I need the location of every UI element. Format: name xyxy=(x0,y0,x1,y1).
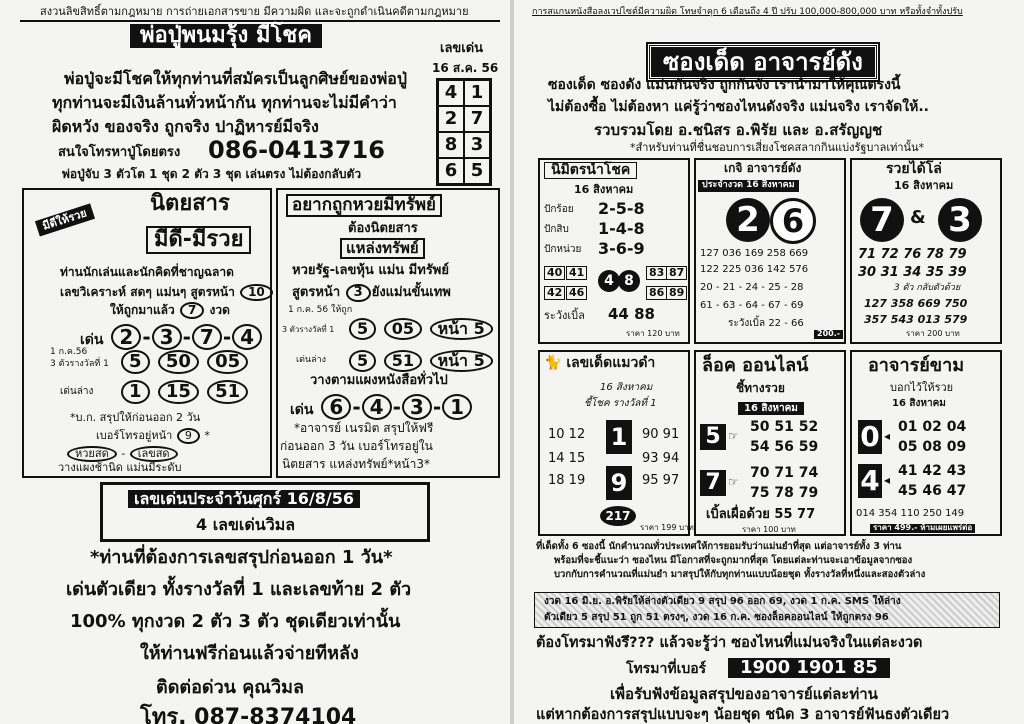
num-line: 71 72 76 78 79 xyxy=(858,247,967,262)
card-title: รวยได้โล่ xyxy=(886,161,942,177)
bullet-icon: ◂ xyxy=(884,473,891,487)
grid-cell: 4 xyxy=(438,80,464,106)
row-label: ระวังเบิ้ล xyxy=(544,309,585,322)
note: *บ.ก. สรุปให้ก่อนออก 2 วัน xyxy=(70,411,201,424)
pointing-hand-icon: ☞ xyxy=(728,429,739,443)
grid-cell: 7 xyxy=(464,106,490,132)
history-line: ตัวเดียว 5 สรุป 51 ถูก 51 ตรงๆ, งวด 16 ก.ค. ซองล็อคออนไลน์ ให้ถูกตรง 96 xyxy=(544,612,889,623)
paragraph-line: บวกกับการคำนวณที่แม่นยำ มาสรุปให้กับทุกท่านแบบน้อยชุด ทั้งรางวัลที่หนึ่งและสองตัวล่าง xyxy=(554,569,926,580)
big-number: 4 xyxy=(858,464,882,498)
magazine-name: นิตยสาร xyxy=(150,191,230,216)
grid-cell: 5 xyxy=(464,158,490,184)
note: *อาจารย์ เนรมิต สรุปให้ฟรี xyxy=(294,421,434,435)
number-ball: 7 xyxy=(860,198,904,242)
mag-line: หวยรัฐ-เลขหุ้น แม่น มีทรัพย์ xyxy=(292,263,449,278)
banner-title: พ่อปู่พนมรุ้ง มีโชค xyxy=(130,24,322,48)
big-number: 5 xyxy=(700,424,726,450)
grid-cell: 6 xyxy=(438,158,464,184)
row-label: ปักสิบ xyxy=(544,224,569,235)
sub-note: *สำหรับท่านที่ชื่นชอบการเสี่ยงโชคสลากกินแบ่งรัฐบาลเท่านั้น* xyxy=(630,141,925,154)
magazine-banner: อยากถูกหวยมีทรัพย์ xyxy=(286,194,442,217)
card-title: อาจารย์ขาม xyxy=(868,355,965,376)
bullet-icon: ◂ xyxy=(884,429,891,443)
num-box: 40 xyxy=(544,266,565,280)
number-ball: 6 xyxy=(770,198,816,244)
dent-row: เด่น 2 - 3 - 7 - 4 xyxy=(80,324,263,350)
badge: 217 xyxy=(600,506,636,526)
cta-line: เพื่อรับฟังข้อมูลสรุปของอาจารย์แต่ละท่าน xyxy=(610,685,878,703)
num-line: 50 51 52 xyxy=(750,419,819,435)
big-number: 1 xyxy=(606,420,632,454)
authors: รวบรวมโดย อ.ชนิสร อ.พิรัย และ อ.สรัญญช xyxy=(594,121,883,139)
ad-phone: โทร. 087-8374104 xyxy=(140,705,357,724)
note: ก่อนออก 3 วัน เบอร์โทรอยู่ใน xyxy=(280,439,433,453)
history-line: งวด 16 มิ.ย. อ.พิรัยให้ล่างตัวเดียว 9 สรุป 96 ออก 69, งวด 1 ก.ค. SMS ให้ล่าง xyxy=(544,596,901,607)
row-date: 1 ก.ค. 56 ให้ถูก xyxy=(288,305,353,315)
grid-cell: 3 xyxy=(464,132,490,158)
ad-line: *ท่านที่ต้องการเลขสรุปก่อนออก 1 วัน* xyxy=(90,547,393,568)
card-date: 16 สิงหาคม xyxy=(894,179,954,192)
num-line: 61 - 63 - 64 - 67 - 69 xyxy=(700,300,804,311)
intro-line: ไม่ต้องซื้อ ไม่ต้องหา แค่รู้ว่าซองไหนดังจริง แม่นจริง เราจัดให้.. xyxy=(548,99,929,115)
num-left: 18 19 xyxy=(548,473,586,488)
num-line: ระวังเบิ้ล 22 - 66 xyxy=(728,318,804,329)
num-right: 95 97 xyxy=(642,473,680,488)
num-line: 357 543 013 579 xyxy=(864,313,968,326)
num-line: 54 56 59 xyxy=(750,439,819,455)
tag-row: หวยสด - เลขสด xyxy=(66,446,179,462)
price: ราคา 499.- ห้ามเผยแพร่ต่อ xyxy=(870,524,975,533)
phone-number: 086-0413716 xyxy=(208,136,385,164)
card-sub: ชี้ทางรวย xyxy=(736,381,785,395)
num-right: 93 94 xyxy=(642,451,680,466)
note: นิตยสาร แหล่งทรัพย์*หน้า3* xyxy=(282,457,430,471)
cta-line: แต่หากต้องการสรุปแบบจะๆ น้อยชุด ชนิด 3 อาจารย์ฟันธงตัวเดียว xyxy=(536,707,950,723)
num-box: 87 xyxy=(666,266,687,280)
price: ราคา 200 บาท xyxy=(906,329,960,338)
dent-row: เด่น 6 - 4 - 3 - 1 xyxy=(290,394,473,420)
num-line: 45 46 47 xyxy=(898,483,967,499)
num-line: เบิ้ลเผื่อด้วย 55 77 xyxy=(706,507,816,522)
ad-contact: ติดต่อด่วน คุณวิมล xyxy=(156,677,304,698)
row-label: เด่นล่าง xyxy=(60,386,94,397)
row-value: 1-4-8 xyxy=(598,219,645,238)
connector: & xyxy=(910,207,926,228)
banner-title: ซองเด็ด อาจารย์ดัง xyxy=(648,44,878,80)
prize-row: 5 51 หน้า 5 xyxy=(348,350,494,372)
intro-line: ซองเด็ด ซองดัง แม่นกันจริง ถูกกันจัง เรานำมาให้คุณตรงนี้ xyxy=(548,77,901,93)
row-label: ปักหน่วย xyxy=(544,244,582,255)
intro-line: ทุกท่านจะมีเงินล้านทั่วหน้ากัน ทุกท่านจะไม่มีคำว่า xyxy=(52,93,397,112)
promo-line: พ่อปู่จับ 3 ตัวโต 1 ชุด 2 ตัว 3 ชุด เล่นตรง ไม่ต้องกลับตัว xyxy=(62,167,362,181)
friday-subtitle: 4 เลขเด่นวิมล xyxy=(196,515,296,534)
ad-line: ให้ท่านฟรีก่อนแล้วจ่ายทีหลัง xyxy=(140,643,359,664)
paragraph-line: พร้อมที่จะชี้แนะว่า ซองไหน มีโอกาสที่จะถูกมากที่สุด โดยแต่ละท่านจะเอาข้อมูลจากซอง xyxy=(554,555,913,566)
question-line: ต้องโทรมาฟังรึ??? แล้วจะรู้ว่า ซองไหนที่แม่นจริงในแต่ละงวด xyxy=(536,635,923,651)
friday-title: เลขเด่นประจำวันศุกร์ 16/8/56 xyxy=(128,490,360,508)
copyright-notice: สงวนลิขสิทธิ์ตามกฎหมาย การถ่ายเอกสารขาย มีความผิด และจะถูกดำเนินคดีตามกฎหมาย xyxy=(40,5,469,18)
prize-row: 1 15 51 xyxy=(120,380,249,404)
row-label: 3 ตัวรางวัลที่ 1 xyxy=(282,325,335,334)
card-title: นิมิตรนำโชค xyxy=(544,162,637,179)
card-date: 16 สิงหาคม xyxy=(892,398,946,409)
lucky-number-grid xyxy=(436,78,492,186)
call-label: สนใจโทรหาปู่โดยตรง xyxy=(58,145,181,160)
num-line: 014 354 110 250 149 xyxy=(856,508,965,519)
note: วางแผงช้านิด แม่นมีระดับ xyxy=(58,461,182,474)
num-line: 05 08 09 xyxy=(898,439,967,455)
card-date: 16 สิงหาคม xyxy=(574,183,634,196)
grid-cell: 1 xyxy=(464,80,490,106)
ad-line: 100% ทุกงวด 2 ตัว 3 ตัว ชุดเดียวเท่านั้น xyxy=(70,611,401,632)
row-value: 44 88 xyxy=(608,305,655,323)
call-label: โทรมาที่เบอร์ xyxy=(626,661,707,677)
stamp-label: มีดีให้รวย xyxy=(35,204,95,237)
mag-line: วางตามแผงหนังสือทั่วไป xyxy=(310,373,448,388)
mag-line: ท่านนักเล่นและนักคิดที่ชาญฉลาด xyxy=(60,265,234,279)
num-line: 75 78 79 xyxy=(750,485,819,501)
divider xyxy=(20,20,500,22)
row-date: 1 ก.ค.56 xyxy=(50,347,88,357)
mag-line: สูตรหน้า 3 ยังแม่นขั้นเทพ xyxy=(292,284,451,302)
prize-row: 5 05 หน้า 5 xyxy=(348,318,494,340)
card-sub: ชี้โชค รางวัลที่ 1 xyxy=(584,398,657,409)
grid-title: เลขเด่น xyxy=(440,41,484,56)
num-line: 41 42 43 xyxy=(898,463,967,479)
num-line: 70 71 74 xyxy=(750,465,819,481)
num-box: 86 xyxy=(646,286,667,300)
num-line: 122 225 036 142 576 xyxy=(700,264,809,275)
card-date: ประจำงวด 16 สิงหาคม xyxy=(698,180,799,192)
num-line: 127 358 669 750 xyxy=(864,297,968,310)
num-box: 42 xyxy=(544,286,565,300)
row-label: ปักร้อย xyxy=(544,204,574,215)
number-ball: 3 xyxy=(938,198,982,242)
row-value: 2-5-8 xyxy=(598,199,645,218)
left-page xyxy=(0,0,510,724)
note: เบอร์โทรอยู่หน้า 9 * xyxy=(96,428,210,444)
big-number: 7 xyxy=(700,470,726,496)
intro-line: ผิดหวัง ของจริง ถูกจริง ปาฏิหารย์มีจริง xyxy=(52,117,319,136)
note: 3 ตัว กลับตัวด้วย xyxy=(894,283,961,293)
legal-notice: การสแกนหนังสือลงเวปไซต์มีความผิด โทษจำคุก 6 เดือนถึง 4 ปี ปรับ 100,000-800,000 บาท หรือทั้งจำทั้งปรับ xyxy=(532,7,963,17)
row-label: เด่นล่าง xyxy=(296,355,327,365)
grid-cell: 2 xyxy=(438,106,464,132)
right-page xyxy=(514,0,1024,724)
mag-sub: แหล่งทรัพย์ xyxy=(340,238,425,259)
row-value: 3-6-9 xyxy=(598,239,645,258)
number-ball: 2 xyxy=(726,198,770,242)
card-date: 16 สิงหาคม xyxy=(600,382,653,393)
big-number: 0 xyxy=(858,420,882,454)
prize-row: 5 50 05 xyxy=(120,350,249,374)
mag-line: เลขวิเคราะห์ สดๆ แม่นๆ สูตรหน้า 10 xyxy=(60,284,274,301)
num-line: 127 036 169 258 669 xyxy=(700,248,809,259)
pointing-hand-icon: ☞ xyxy=(728,475,739,489)
price: ราคา 100 บาท xyxy=(742,525,796,534)
paragraph-line: ที่เด็ดทั้ง 6 ซองนี้ นักคำนวณทั่วประเทศให้การยอมรับว่าแม่นยำที่สุด แต่อาจารย์ทั้ง 3 ท่าน xyxy=(536,541,902,552)
num-line: 30 31 34 35 39 xyxy=(858,265,967,280)
num-left: 10 12 xyxy=(548,427,586,442)
num-box: 89 xyxy=(666,286,687,300)
card-title: ล็อค ออนไลน์ xyxy=(702,355,809,376)
intro-line: พ่อปู่จะมีโชคให้ทุกท่านที่สมัครเป็นลูกศิษย์ของพ่อปู่ xyxy=(64,69,408,88)
center-ball: 8 xyxy=(618,270,640,292)
card-title: เกจิ อาจารย์ดัง xyxy=(724,161,802,175)
card-date: 16 สิงหาคม xyxy=(738,402,804,415)
mag-line: ให้ถูกมาแล้ว 7 งวด xyxy=(110,302,230,319)
row-label: 3 ตัวรางวัลที่ 1 xyxy=(50,359,109,369)
ad-line: เด่นตัวเดียว ทั้งรางวัลที่ 1 และเลขท้าย 2 ตัว xyxy=(66,579,412,600)
num-box: 41 xyxy=(566,266,587,280)
big-number: 9 xyxy=(606,466,632,500)
price: ราคา 120 บาท xyxy=(626,329,680,338)
card-title: 🐈 เลขเด็ดแมวดำ xyxy=(544,355,656,371)
num-box: 46 xyxy=(566,286,587,300)
mag-sub: ต้องนิตยสาร xyxy=(348,221,418,236)
magazine-name: มีดี-มีรวย xyxy=(146,226,251,254)
grid-date: 16 ส.ค. 56 xyxy=(432,61,499,75)
grid-cell: 8 xyxy=(438,132,464,158)
center-ball: 4 xyxy=(598,270,620,292)
price: 200.- xyxy=(814,330,843,339)
num-right: 90 91 xyxy=(642,427,680,442)
num-line: 20 - 21 - 24 - 25 - 28 xyxy=(700,282,804,293)
hotline-number: 1900 1901 85 xyxy=(728,658,890,678)
num-left: 14 15 xyxy=(548,451,586,466)
num-line: 01 02 04 xyxy=(898,419,967,435)
price: ราคา 199 บาท xyxy=(640,523,694,532)
cat-icon: 🐈 xyxy=(544,355,562,371)
num-box: 83 xyxy=(646,266,667,280)
card-sub: บอกไว้ให้รวย xyxy=(890,381,954,394)
